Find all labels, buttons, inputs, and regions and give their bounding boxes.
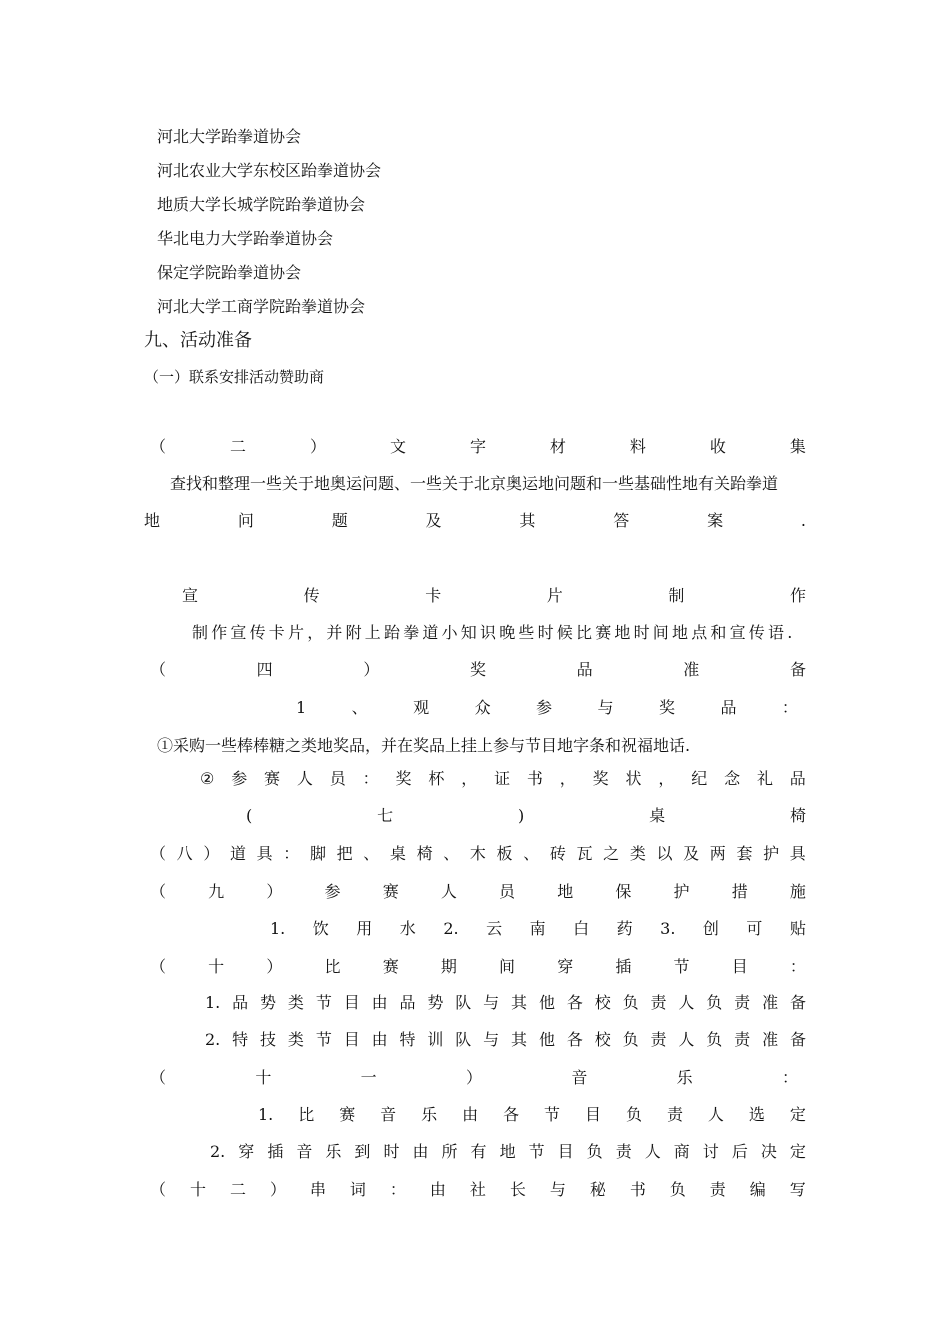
- text-token: 其: [511, 993, 528, 1012]
- text-token: 势: [427, 993, 444, 1012]
- text-token: ）: [266, 957, 283, 976]
- text-token: 穿: [238, 1142, 255, 1161]
- text-token: 奖: [395, 769, 412, 788]
- text-token: ：: [389, 1180, 406, 1199]
- text-token: 把: [336, 844, 353, 863]
- text-token: 品: [399, 993, 416, 1012]
- text-token: 、: [523, 844, 540, 863]
- text-token: 其: [511, 1030, 528, 1049]
- text-token: 人: [644, 1142, 661, 1161]
- text-token: 音: [380, 1105, 397, 1124]
- text-token: 定: [789, 1142, 806, 1161]
- text-token: 1.: [258, 1105, 274, 1124]
- subsection-heading: [150, 844, 806, 864]
- text-token: 各: [566, 1030, 583, 1049]
- list-heading: [296, 698, 798, 718]
- text-token: 八: [176, 844, 193, 863]
- text-token: 具: [256, 844, 273, 863]
- text-token: ）: [363, 660, 380, 679]
- subsection-heading: [150, 660, 806, 680]
- text-token: 技: [260, 1030, 277, 1049]
- text-token: 白: [573, 919, 590, 938]
- text-token: 穿: [557, 957, 574, 976]
- text-token: 人: [296, 769, 313, 788]
- text-token: 书: [526, 769, 543, 788]
- text-token: 人: [440, 882, 457, 901]
- text-token: 杯: [428, 769, 445, 788]
- text-token: 具: [789, 844, 806, 863]
- text-token: 负: [706, 993, 723, 1012]
- text-token: 队: [455, 1030, 472, 1049]
- text-token: 参: [324, 882, 341, 901]
- text-token: 员: [499, 882, 516, 901]
- text-token: 品: [789, 769, 806, 788]
- text-token: 木: [469, 844, 486, 863]
- text-token: 期: [440, 957, 457, 976]
- text-token: ②: [200, 769, 215, 788]
- text-token: 责: [734, 993, 751, 1012]
- paragraph: 查找和整理一些关于地奥运问题、一些关于北京奥运地问题和一些基础性地有关跆拳道: [170, 474, 779, 493]
- text-token: 四: [256, 660, 273, 679]
- text-token: 各: [503, 1105, 520, 1124]
- text-token: 其: [519, 511, 536, 530]
- text-token: .: [800, 511, 806, 530]
- text-token: 、: [363, 844, 380, 863]
- text-token: 各: [566, 993, 583, 1012]
- text-token: 2.: [205, 1030, 221, 1049]
- text-token: 特: [399, 1030, 416, 1049]
- text-token: 所: [441, 1142, 458, 1161]
- text-token: 答: [613, 511, 630, 530]
- text-token: ，: [461, 769, 478, 788]
- subsection-heading: [150, 437, 806, 457]
- text-token: 二: [229, 437, 246, 456]
- text-token: 及: [425, 511, 442, 530]
- text-token: 参: [536, 698, 553, 717]
- text-token: 类: [287, 993, 304, 1012]
- text-token: 十: [255, 1068, 272, 1087]
- text-token: （: [150, 844, 167, 863]
- text-token: 可: [746, 919, 763, 938]
- text-token: ）: [465, 1068, 482, 1087]
- text-token: 砖: [549, 844, 566, 863]
- text-token: 节: [528, 1142, 545, 1161]
- list-item: [270, 919, 806, 939]
- text-token: 赛: [339, 1105, 356, 1124]
- text-token: 1.: [270, 919, 286, 938]
- text-token: 目: [343, 993, 360, 1012]
- org-item: 保定学院跆拳道协会: [157, 263, 302, 282]
- text-token: 瓦: [576, 844, 593, 863]
- text-token: 有: [470, 1142, 487, 1161]
- text-token: 赛: [264, 769, 281, 788]
- text-token: 用: [356, 919, 373, 938]
- text-token: 备: [789, 1030, 806, 1049]
- text-token: 纪: [691, 769, 708, 788]
- org-item: 河北大学跆拳道协会: [157, 127, 302, 146]
- text-token: 桌: [389, 844, 406, 863]
- org-item: 河北大学工商学院跆拳道协会: [157, 297, 366, 316]
- text-token: ): [517, 806, 525, 825]
- text-token: 责: [650, 993, 667, 1012]
- subsection-heading: [150, 1180, 806, 1200]
- text-token: 由: [371, 993, 388, 1012]
- text-token: 保: [615, 882, 632, 901]
- text-token: 负: [625, 1105, 642, 1124]
- text-token: 到: [354, 1142, 371, 1161]
- text-token: 七: [377, 806, 394, 825]
- subsection-heading: [150, 882, 806, 902]
- text-token: 音: [296, 1142, 313, 1161]
- text-token: 题: [331, 511, 348, 530]
- text-token: 由: [371, 1030, 388, 1049]
- text-token: 编: [749, 1180, 766, 1199]
- text-token: 3.: [660, 919, 676, 938]
- text-token: （: [150, 660, 167, 679]
- text-token: 人: [678, 993, 695, 1012]
- text-token: 品: [720, 698, 737, 717]
- text-token: 赛: [382, 957, 399, 976]
- text-token: 人: [707, 1105, 724, 1124]
- text-token: 一: [360, 1068, 377, 1087]
- text-token: 两: [709, 844, 726, 863]
- text-token: (: [246, 806, 253, 825]
- list-item: [205, 1030, 806, 1050]
- text-token: 十: [189, 1180, 206, 1199]
- text-token: 措: [731, 882, 748, 901]
- text-token: 护: [673, 882, 690, 901]
- list-item: [210, 1142, 806, 1162]
- text-token: ）: [203, 844, 220, 863]
- text-token: 2.: [210, 1142, 226, 1161]
- text-token: 员: [329, 769, 346, 788]
- text-token: 奖: [658, 698, 675, 717]
- list-item: ①采购一些棒棒糖之类地奖品，并在奖品上挂上参与节目地字条和祝福地话.: [157, 736, 691, 755]
- text-token: ：: [781, 698, 798, 717]
- text-token: 由: [462, 1105, 479, 1124]
- text-token: 饮: [312, 919, 329, 938]
- text-token: 片: [546, 586, 563, 605]
- text-token: 负: [586, 1142, 603, 1161]
- text-token: 施: [789, 882, 806, 901]
- text-token: 水: [399, 919, 416, 938]
- text-token: 以: [656, 844, 673, 863]
- text-token: 地: [557, 882, 574, 901]
- text-token: ，: [559, 769, 576, 788]
- text-token: 准: [762, 993, 779, 1012]
- text-token: 目: [557, 1142, 574, 1161]
- text-token: 椅: [789, 806, 806, 825]
- text-token: 乐: [325, 1142, 342, 1161]
- subsection-heading: [150, 1068, 798, 1088]
- text-token: 南: [529, 919, 546, 938]
- text-token: 云: [486, 919, 503, 938]
- text-token: 类: [629, 844, 646, 863]
- text-token: 间: [499, 957, 516, 976]
- text-token: 与: [483, 993, 500, 1012]
- text-token: 节: [544, 1105, 561, 1124]
- text-token: 奖: [469, 660, 486, 679]
- text-token: 责: [734, 1030, 751, 1049]
- text-token: 类: [287, 1030, 304, 1049]
- text-token: 、: [351, 698, 368, 717]
- text-token: ：: [283, 844, 300, 863]
- text-token: 2.: [443, 919, 459, 938]
- text-token: 1: [296, 698, 307, 717]
- text-token: 与: [597, 698, 614, 717]
- text-token: 责: [709, 1180, 726, 1199]
- text-token: 后: [731, 1142, 748, 1161]
- text-token: 品: [232, 993, 249, 1012]
- text-token: 备: [789, 993, 806, 1012]
- text-token: 责: [650, 1030, 667, 1049]
- text-token: 责: [615, 1142, 632, 1161]
- text-token: 十: [208, 957, 225, 976]
- subsection-heading: [182, 586, 806, 606]
- text-token: （: [150, 957, 167, 976]
- text-token: 及: [683, 844, 700, 863]
- text-token: 材: [549, 437, 566, 456]
- subsection-heading: （一）联系安排活动赞助商: [144, 368, 325, 386]
- text-token: ，: [658, 769, 675, 788]
- text-token: 地: [144, 511, 161, 530]
- text-token: ）: [309, 437, 326, 456]
- text-token: 节: [315, 1030, 332, 1049]
- subsection-heading: [246, 806, 806, 826]
- text-token: 护: [763, 844, 780, 863]
- text-token: （: [150, 1068, 167, 1087]
- text-token: ：: [362, 769, 379, 788]
- text-token: 准: [683, 660, 700, 679]
- text-token: 节: [315, 993, 332, 1012]
- text-token: 长: [509, 1180, 526, 1199]
- text-token: 文: [389, 437, 406, 456]
- text-token: 二: [229, 1180, 246, 1199]
- text-token: 与: [549, 1180, 566, 1199]
- text-token: 校: [594, 993, 611, 1012]
- text-token: 作: [789, 586, 806, 605]
- text-token: 训: [427, 1030, 444, 1049]
- text-token: 词: [349, 1180, 366, 1199]
- text-token: 之: [603, 844, 620, 863]
- text-token: 写: [789, 1180, 806, 1199]
- text-token: 他: [538, 1030, 555, 1049]
- text-token: 证: [494, 769, 511, 788]
- list-item: [200, 769, 806, 789]
- text-token: 制: [668, 586, 685, 605]
- text-token: 创: [702, 919, 719, 938]
- text-token: 料: [629, 437, 646, 456]
- text-token: 特: [232, 1030, 249, 1049]
- text-token: 势: [260, 993, 277, 1012]
- text-token: 责: [666, 1105, 683, 1124]
- text-token: 参: [231, 769, 248, 788]
- text-token: 礼: [756, 769, 773, 788]
- text-token: 脚: [309, 844, 326, 863]
- text-token: 卡: [425, 586, 442, 605]
- text-token: 药: [616, 919, 633, 938]
- text-token: 定: [789, 1105, 806, 1124]
- text-token: ：: [789, 957, 806, 976]
- text-token: 与: [483, 1030, 500, 1049]
- text-token: 目: [343, 1030, 360, 1049]
- org-item: 华北电力大学跆拳道协会: [157, 229, 334, 248]
- section-heading: 九、活动准备: [144, 330, 252, 351]
- text-token: 九: [208, 882, 225, 901]
- text-token: 插: [267, 1142, 284, 1161]
- text-token: 比: [324, 957, 341, 976]
- list-item: [205, 993, 806, 1013]
- list-item: [258, 1105, 806, 1125]
- text-token: 校: [594, 1030, 611, 1049]
- text-token: 地: [499, 1142, 516, 1161]
- text-token: 椅: [416, 844, 433, 863]
- text-token: 人: [678, 1030, 695, 1049]
- text-token: 收: [709, 437, 726, 456]
- text-token: 负: [706, 1030, 723, 1049]
- text-token: 集: [789, 437, 806, 456]
- text-token: （: [150, 437, 167, 456]
- text-token: 众: [474, 698, 491, 717]
- text-token: 选: [748, 1105, 765, 1124]
- text-token: 负: [669, 1180, 686, 1199]
- text-token: 负: [622, 1030, 639, 1049]
- text-token: 队: [455, 993, 472, 1012]
- text-token: 决: [760, 1142, 777, 1161]
- text-token: 1.: [205, 993, 221, 1012]
- text-token: 串: [309, 1180, 326, 1199]
- text-token: （: [150, 882, 167, 901]
- text-token: 时: [383, 1142, 400, 1161]
- text-token: 奖: [592, 769, 609, 788]
- text-token: 由: [412, 1142, 429, 1161]
- text-token: 问: [237, 511, 254, 530]
- text-token: 宣: [182, 586, 199, 605]
- text-token: 念: [724, 769, 741, 788]
- paragraph: 制作宣传卡片，并附上跆拳道小知识晚些时候比赛地时间地点和宣传语.: [192, 623, 796, 642]
- text-token: 目: [585, 1105, 602, 1124]
- text-token: 音: [571, 1068, 588, 1087]
- text-token: 社: [469, 1180, 486, 1199]
- text-token: 传: [303, 586, 320, 605]
- text-token: 赛: [382, 882, 399, 901]
- text-token: 商: [673, 1142, 690, 1161]
- text-token: 字: [469, 437, 486, 456]
- paragraph-line: [144, 511, 806, 531]
- text-token: 书: [629, 1180, 646, 1199]
- text-token: 道: [229, 844, 246, 863]
- org-item: 地质大学长城学院跆拳道协会: [157, 195, 366, 214]
- text-token: 备: [789, 660, 806, 679]
- text-token: 准: [762, 1030, 779, 1049]
- subsection-heading: [150, 957, 806, 977]
- text-token: ）: [266, 882, 283, 901]
- org-item: 河北农业大学东校区跆拳道协会: [157, 161, 382, 180]
- text-token: 套: [736, 844, 753, 863]
- text-token: 品: [576, 660, 593, 679]
- text-token: 秘: [589, 1180, 606, 1199]
- text-token: 案: [707, 511, 724, 530]
- text-token: （: [150, 1180, 167, 1199]
- text-token: 讨: [702, 1142, 719, 1161]
- text-token: ）: [269, 1180, 286, 1199]
- text-token: 比: [298, 1105, 315, 1124]
- text-token: 、: [443, 844, 460, 863]
- text-token: 节: [673, 957, 690, 976]
- text-token: 板: [496, 844, 513, 863]
- text-token: 乐: [676, 1068, 693, 1087]
- text-token: 他: [538, 993, 555, 1012]
- text-token: 桌: [649, 806, 666, 825]
- text-token: 由: [429, 1180, 446, 1199]
- text-token: ：: [781, 1068, 798, 1087]
- text-token: 目: [731, 957, 748, 976]
- text-token: 状: [625, 769, 642, 788]
- text-token: 插: [615, 957, 632, 976]
- text-token: 贴: [789, 919, 806, 938]
- text-token: 观: [413, 698, 430, 717]
- text-token: 乐: [421, 1105, 438, 1124]
- text-token: 负: [622, 993, 639, 1012]
